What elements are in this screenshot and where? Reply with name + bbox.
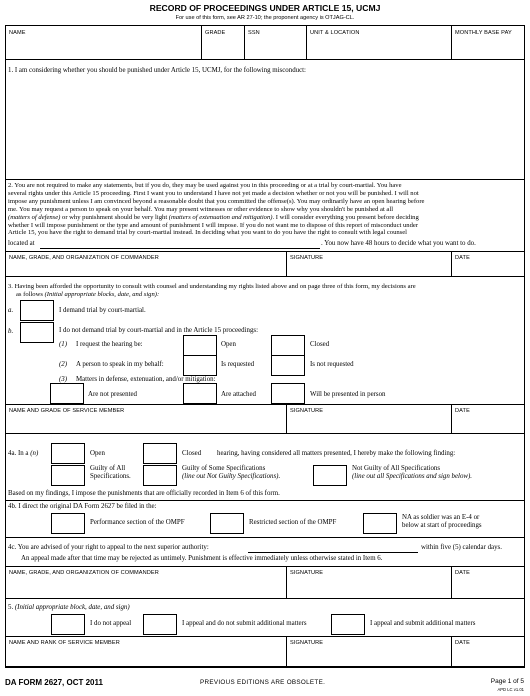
member-name-label: NAME AND GRADE OF SERVICE MEMBER (9, 408, 125, 414)
item3a-label: a. (8, 307, 14, 314)
page-number: Page 1 of 5 (490, 678, 524, 685)
na-line2: below at start of proceedings (402, 522, 482, 530)
appeal-submit-box[interactable] (331, 614, 365, 635)
item4a-intro-italic: (n) (30, 450, 39, 457)
finding-open-box[interactable] (51, 443, 85, 464)
finding-closed-label: Closed (182, 450, 202, 457)
finding-closed-box[interactable] (143, 443, 177, 464)
form-title: RECORD OF PROCEEDINGS UNDER ARTICLE 15, UCMJ (149, 3, 381, 13)
item2-italic: (matters of extenuation and mitigation) (168, 213, 273, 221)
signature-label: SIGNATURE (290, 408, 324, 414)
not-guilty-line2: (line out all Specifications and sign below). (352, 473, 472, 481)
restricted-section-box[interactable] (210, 513, 244, 534)
findings-text: Based on my findings, I impose the punishments that are officially recorded in Item 6 of this form. (8, 490, 280, 497)
item1-text: 1. I am considering whether you should be punished under Article 15, UCMJ, for the following misconduct: (8, 67, 306, 74)
hearing-closed-label: Closed (310, 341, 330, 348)
finding-open-label: Open (90, 450, 105, 457)
divider (5, 598, 525, 599)
divider (5, 179, 525, 180)
name-field[interactable] (6, 37, 200, 58)
signature-label: SIGNATURE (290, 570, 324, 576)
member-date-field[interactable] (452, 416, 523, 432)
commander-signature-field[interactable] (287, 263, 450, 275)
within-days-text: within five (5) calendar days. (421, 544, 502, 551)
guilty-some-line1: Guilty of Some Specifications (182, 465, 266, 472)
na-line1: NA as soldier was an E-4 or (402, 514, 480, 521)
item3b1-text: I request the hearing be: (76, 341, 143, 348)
not-guilty-line1: Not Guilty of All Specifications (352, 465, 441, 472)
member-name-label: NAME AND RANK OF SERVICE MEMBER (9, 640, 120, 646)
version-label: APD LC v1.01 (497, 687, 524, 692)
item3b-text: I do not demand trial by court-martial and in the Article 15 proceedings: (59, 327, 259, 334)
not-appeal-label: I do not appeal (90, 620, 132, 627)
member-name-field[interactable] (6, 416, 285, 432)
form-id: DA FORM 2627, OCT 2011 (5, 678, 103, 687)
commander2-date-field[interactable] (452, 578, 523, 597)
speaker-not-requested-box[interactable] (271, 355, 305, 376)
item2-text: . I will consider everything you present before deciding (272, 213, 419, 221)
hearing-open-box[interactable] (183, 335, 217, 356)
located-at-label: located at (8, 240, 35, 247)
divider (5, 566, 525, 567)
not-guilty-box[interactable] (313, 465, 347, 486)
divider (5, 59, 525, 60)
performance-section-box[interactable] (51, 513, 85, 534)
item4a-intro (8, 450, 38, 458)
na-label (402, 514, 482, 530)
matters-attached-label: Are attached (221, 391, 257, 398)
item4b-intro: 4b. I direct the original DA Form 2627 be filed in the: (8, 503, 157, 510)
appeal-no-submit-box[interactable] (143, 614, 177, 635)
item2-text: or why punishment should be very light (60, 213, 169, 221)
divider (524, 25, 525, 666)
item3b2-number: (2) (59, 361, 68, 368)
item2-line: several rights under this Article 15 proceeding. First I want you to understand I have not yet made a decision whether or not you will be punished. I will not (8, 189, 419, 197)
item3b3-number: (3) (59, 376, 68, 383)
located-at-line[interactable] (40, 248, 320, 249)
item3b3-text: Matters in defense, extenuation, and/or mitigation: (76, 376, 216, 383)
speaker-not-requested-label: Is not requested (310, 361, 354, 368)
guilty-some-label (182, 465, 280, 481)
ssn-field[interactable] (245, 37, 305, 58)
item3b-initial-box[interactable] (20, 322, 54, 343)
commander-name-field[interactable] (6, 263, 285, 275)
divider (5, 404, 525, 405)
commander-name-label: NAME, GRADE, AND ORGANIZATION OF COMMANDER (9, 255, 159, 261)
date-label: DATE (455, 255, 470, 261)
item3-intro-italic: (Initial appropriate blocks, date, and sign): (44, 291, 160, 298)
item3a-text: I demand trial by court-martial. (59, 307, 146, 314)
misconduct-field[interactable] (6, 78, 523, 178)
speaker-requested-box[interactable] (183, 355, 217, 376)
monthly-base-pay-label: MONTHLY BASE PAY (455, 30, 512, 36)
matters-attached-box[interactable] (183, 383, 217, 404)
member-signature-field[interactable] (287, 416, 450, 432)
divider (5, 433, 525, 434)
divider (5, 666, 525, 668)
date-label: DATE (455, 408, 470, 414)
matters-not-presented-label: Are not presented (88, 391, 137, 398)
divider (5, 537, 525, 538)
performance-section-label: Performance section of the OMPF (90, 519, 185, 526)
restricted-section-label: Restricted section of the OMPF (249, 519, 337, 526)
item2-line: 2. You are not required to make any statements, but if you do, they may be used against you in this proceeding or at a trial by court-martial. You have (8, 182, 402, 189)
na-box[interactable] (363, 513, 397, 534)
item2-line (8, 214, 522, 222)
hearing-open-label: Open (221, 341, 236, 348)
unit-location-label: UNIT & LOCATION (310, 30, 360, 36)
form-subtitle: For use of this form, see AR 27-10; the proponent agency is OTJAG-CL. (175, 15, 355, 21)
superior-authority-line[interactable] (248, 552, 418, 553)
monthly-base-pay-field[interactable] (452, 37, 523, 58)
not-guilty-label (352, 465, 472, 481)
commander2-signature-field[interactable] (287, 578, 450, 597)
item4c-untimely-text: An appeal made after that time may be rejected as untimely. Punishment is effective immediately unless otherwise stated in Item 6. (21, 555, 383, 562)
unit-location-field[interactable] (307, 37, 450, 58)
hours-text: . You now have 48 hours to decide what you want to do. (321, 240, 476, 247)
guilty-some-box[interactable] (143, 465, 177, 486)
item2-line: me. You may request a person to speak on your behalf. You may present witnesses or other evidence to show why you shouldn't be punished at all (8, 205, 394, 213)
matters-in-person-box[interactable] (271, 383, 305, 404)
item5-number: 5. (8, 604, 15, 611)
grade-label: GRADE (205, 30, 226, 36)
commander-date-field[interactable] (452, 263, 523, 275)
member2-signature-field[interactable] (287, 648, 450, 665)
item4c-text: 4c. You are advised of your right to appeal to the next superior authority: (8, 544, 209, 551)
appeal-no-submit-label: I appeal and do not submit additional matters (182, 620, 307, 627)
item5-intro (8, 604, 130, 612)
item3b-label: b. (8, 328, 14, 335)
divider (5, 276, 525, 277)
item3-intro-text: as follows (16, 291, 45, 298)
item3-intro (16, 291, 159, 299)
item3b1-number: (1) (59, 341, 68, 348)
item3-intro: 3. Having been afforded the opportunity to consult with counsel and understanding my rights listed above and on page three of this form, my decisions are (8, 283, 416, 290)
divider (5, 25, 525, 26)
matters-not-presented-box[interactable] (50, 383, 84, 404)
not-appeal-box[interactable] (51, 614, 85, 635)
date-label: DATE (455, 570, 470, 576)
divider (5, 251, 525, 252)
signature-label: SIGNATURE (290, 640, 324, 646)
appeal-submit-label: I appeal and submit additional matters (370, 620, 476, 627)
item2-line: whether I will impose punishment or the type and amount of punishment I will impose. If you do not want me to dispose of this report of misconduct under (8, 221, 419, 229)
grade-field[interactable] (202, 37, 243, 58)
date-label: DATE (455, 640, 470, 646)
member2-date-field[interactable] (452, 648, 523, 665)
hearing-closed-box[interactable] (271, 335, 305, 356)
guilty-all-line1: Guilty of All (90, 465, 126, 472)
item2-paragraph (8, 182, 522, 237)
name-label: NAME (9, 30, 26, 36)
item3a-initial-box[interactable] (20, 300, 54, 321)
item2-line: Article 15, you have the right to demand trial by court-martial instead. In deciding what you want to do you have the right to consult with legal counsel (8, 229, 408, 237)
item5-instruction: (Initial appropriate block, date, and sign) (14, 604, 130, 611)
hearing-finding-text: hearing, having considered all matters presented, I hereby make the following finding: (217, 450, 456, 457)
obsolete-notice: PREVIOUS EDITIONS ARE OBSOLETE. (200, 679, 326, 686)
guilty-all-label (90, 465, 131, 481)
matters-in-person-label: Will be presented in person (310, 391, 386, 398)
commander-name-label: NAME, GRADE, AND ORGANIZATION OF COMMANDER (9, 570, 159, 576)
guilty-some-line2: (line out Not Guilty Specifications). (182, 473, 281, 481)
ssn-label: SSN (248, 30, 260, 36)
item2-italic: (matters of defense) (8, 213, 61, 221)
signature-label: SIGNATURE (290, 255, 324, 261)
commander2-name-field[interactable] (6, 578, 285, 597)
divider (5, 500, 525, 501)
item4a-intro-text: 4a. In a (8, 450, 31, 457)
guilty-all-box[interactable] (51, 465, 85, 486)
member2-name-field[interactable] (6, 648, 285, 665)
divider (5, 636, 525, 637)
item3b2-text: A person to speak in my behalf: (76, 361, 164, 368)
guilty-all-line2: Specifications. (90, 473, 131, 481)
item2-line: impose any punishment unless I am convinced beyond a reasonable doubt that you committed the offense(s). You may ordinarily have an open hearing before (8, 197, 425, 205)
speaker-requested-label: Is requested (221, 361, 255, 368)
